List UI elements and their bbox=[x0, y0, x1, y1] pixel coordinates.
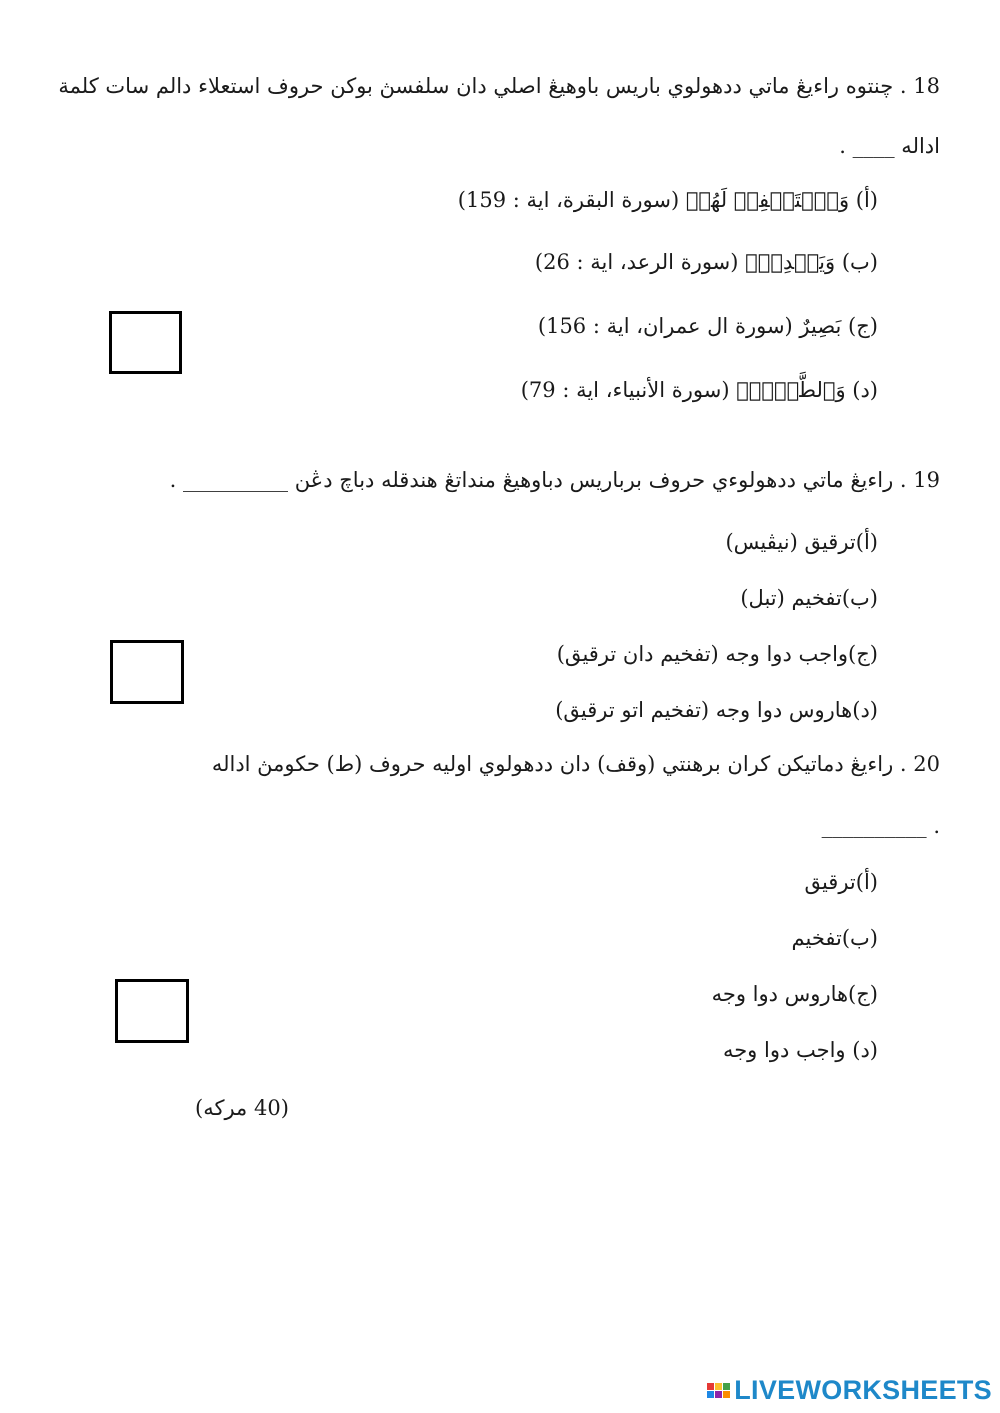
liveworksheets-logo bbox=[707, 1375, 992, 1405]
q18-answer-box[interactable] bbox=[109, 311, 182, 374]
q20-line2: __________ . bbox=[821, 814, 940, 838]
q20-option-d: (د) واجب دوا وجه bbox=[722, 1038, 878, 1062]
q20-option-c: (ج)هاروس دوا وجه bbox=[711, 982, 878, 1006]
q18-option-a: (أ) وَٱسۡتَغۡفِرۡ لَهُمۡ (سورة البقرة، اية : 159) bbox=[457, 188, 878, 212]
q18-option-c: (ج) بَصِيرٌ (سورة ال عمران، اية : 156) bbox=[537, 314, 878, 338]
q18-line1: 18 . چنتوه راءيڠ ماتي ددهولوي باريس باوهيڠ اصلي دان سلفسڽ بوکن حروف استعلاء دالم سات کلمة bbox=[58, 74, 940, 98]
q19-line1: 19 . راءيڠ ماتي ددهولوءي حروف برباريس دباوهيڠ منداتڠ هندقله دباچ دڠن __________ . bbox=[169, 468, 940, 492]
q19-answer-box[interactable] bbox=[110, 640, 184, 704]
total-marks: (40 مرکه) bbox=[195, 1096, 289, 1120]
q20-line1: 20 . راءيڠ دماتيکن کران برهنتي (وقف) دان ددهولوي اوليه حروف (ط) حکومڽ اداله bbox=[211, 752, 940, 776]
q18-option-d: (د) وَٱلطَّيۡرَۚ (سورة الأنبياء، اية : 79) bbox=[520, 378, 878, 402]
q18-option-b: (ب) وَيَقۡدِرُۚ (سورة الرعد، اية : 26) bbox=[534, 250, 878, 274]
q20-option-a: (أ)ترقيق bbox=[804, 870, 878, 894]
q19-option-a: (أ)ترقيق (نيڤيس) bbox=[725, 530, 878, 554]
q19-option-c: (ج)واجب دوا وجه (تفخيم دان ترقيق) bbox=[556, 642, 878, 666]
q20-option-b: (ب)تفخيم bbox=[791, 926, 878, 950]
q20-answer-box[interactable] bbox=[115, 979, 189, 1043]
q18-line2: اداله ____ . bbox=[839, 134, 940, 158]
q19-option-d: (د)هاروس دوا وجه (تفخيم اتو ترقيق) bbox=[555, 698, 878, 722]
q19-option-b: (ب)تفخيم (تبل) bbox=[740, 586, 878, 610]
liveworksheets-logo-icon bbox=[707, 1383, 730, 1398]
liveworksheets-logo-text: LIVEWORKSHEETS bbox=[734, 1374, 992, 1405]
